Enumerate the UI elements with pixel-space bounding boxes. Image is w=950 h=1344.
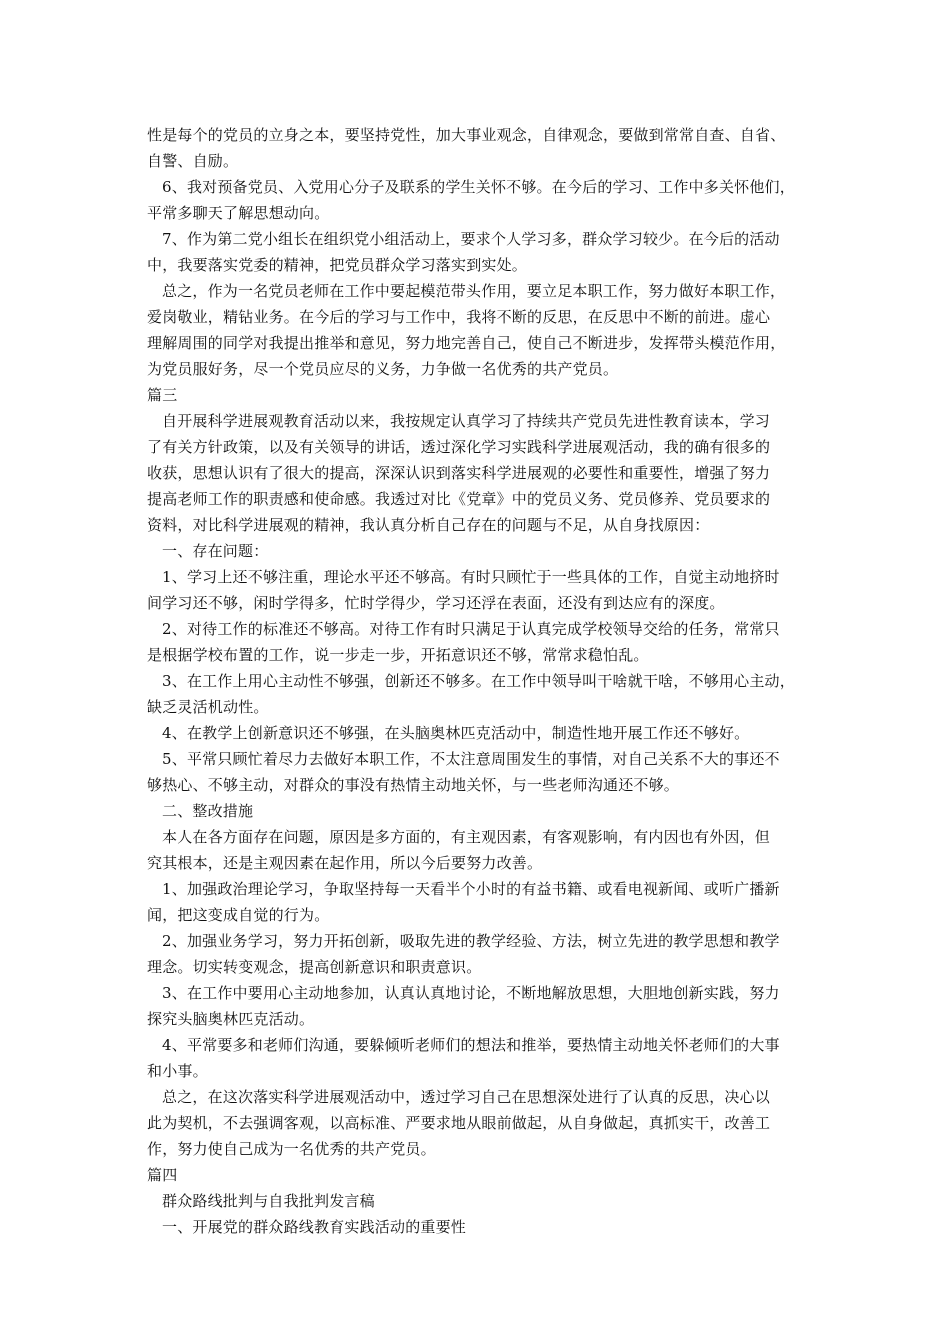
document-line: 平常多聊天了解思想动向。: [147, 204, 330, 222]
document-body: [147, 122, 813, 1240]
document-line: 缺乏灵活机动性。: [147, 698, 269, 716]
document-line: 篇三: [147, 386, 178, 404]
document-line: 一、存在问题：: [162, 542, 269, 560]
document-line: 探究头脑奥林匹克活动。: [147, 1010, 315, 1028]
document-line: 此为契机，不去强调客观，以高标准、严要求地从眼前做起，从自身做起，真抓实干，改善工: [147, 1114, 771, 1132]
document-line: 2、对待工作的标准还不够高。对待工作有时只满足于认真完成学校领导交给的任务，常常只: [162, 620, 780, 638]
document-line: 是根据学校布置的工作，说一步走一步，开拓意识还不够，常常求稳怕乱。: [147, 646, 649, 664]
document-line: 总之，作为一名党员老师在工作中要起模范带头作用，要立足本职工作，努力做好本职工作，: [162, 282, 786, 300]
document-line: 1、学习上还不够注重，理论水平还不够高。有时只顾忙于一些具体的工作，自觉主动地挤时: [162, 568, 780, 586]
document-line: 闻，把这变成自觉的行为。: [147, 906, 330, 924]
document-line: 提高老师工作的职责感和使命感。我透过对比《党章》中的党员义务、党员修养、党员要求的: [147, 490, 771, 508]
document-line: 收获，思想认识有了很大的提高，深深认识到落实科学进展观的必要性和重要性，增强了努力: [147, 464, 771, 482]
document-line: 7、作为第二党小组长在组织党小组活动上，要求个人学习多，群众学习较少。在今后的活动: [162, 230, 780, 248]
document-line: 理解周围的同学对我提出推举和意见，努力地完善自己，使自己不断进步，发挥带头模范作用，: [147, 334, 786, 352]
document-line: 总之，在这次落实科学进展观活动中，透过学习自己在思想深处进行了认真的反思，决心以: [162, 1088, 771, 1106]
document-line: 作，努力使自己成为一名优秀的共产党员。: [147, 1140, 436, 1158]
document-line: 本人在各方面存在问题，原因是多方面的，有主观因素，有客观影响，有内因也有外因，但: [162, 828, 771, 846]
document-line: 究其根本，还是主观因素在起作用，所以今后要努力改善。: [147, 854, 543, 872]
document-line: 中，我要落实党委的精神，把党员群众学习落实到实处。: [147, 256, 528, 274]
document-line: 3、在工作中要用心主动地参加，认真认真地讨论，不断地解放思想，大胆地创新实践，努力: [162, 984, 780, 1002]
document-line: 一、开展党的群众路线教育实践活动的重要性: [162, 1218, 467, 1236]
document-line: 4、平常要多和老师们沟通，要躲倾听老师们的想法和推举，要热情主动地关怀老师们的大事: [162, 1036, 780, 1054]
document-line: 群众路线批判与自我批判发言稿: [162, 1192, 375, 1210]
document-line: 了有关方针政策，以及有关领导的讲话，透过深化学习实践科学进展观活动，我的确有很多的: [147, 438, 771, 456]
document-line: 理念。切实转变观念，提高创新意识和职责意识。: [147, 958, 482, 976]
document-line: 二、整改措施: [162, 802, 254, 820]
document-line: 性是每个的党员的立身之本，要坚持党性，加大事业观念，自律观念，要做到常常自查、自省、: [147, 126, 786, 144]
document-line: 为党员服好务，尽一个党员应尽的义务，力争做一名优秀的共产党员。: [147, 360, 619, 378]
document-line: 爱岗敬业，精钻业务。在今后的学习与工作中，我将不断的反思，在反思中不断的前进。虚心: [147, 308, 771, 326]
document-line: 和小事。: [147, 1062, 208, 1080]
document-line: 间学习还不够，闲时学得多，忙时学得少，学习还浮在表面，还没有到达应有的深度。: [147, 594, 725, 612]
document-line: 6、我对预备党员、入党用心分子及联系的学生关怀不够。在今后的学习、工作中多关怀他们，: [162, 178, 795, 196]
document-line: 1、加强政治理论学习，争取坚持每一天看半个小时的有益书籍、或看电视新闻、或听广播新: [162, 880, 780, 898]
document-line: 篇四: [147, 1166, 178, 1184]
document-line: 自开展科学进展观教育活动以来，我按规定认真学习了持续共产党员先进性教育读本，学习: [162, 412, 771, 430]
document-line: 5、平常只顾忙着尽力去做好本职工作，不太注意周围发生的事情，对自己关系不大的事还不: [162, 750, 780, 768]
document-line: 够热心、不够主动，对群众的事没有热情主动地关怀，与一些老师沟通还不够。: [147, 776, 680, 794]
document-line: 自警、自励。: [147, 152, 239, 170]
document-line: 资料，对比科学进展观的精神，我认真分析自己存在的问题与不足，从自身找原因：: [147, 516, 710, 534]
document-line: 4、在教学上创新意识还不够强，在头脑奥林匹克活动中，制造性地开展工作还不够好。: [162, 724, 750, 742]
document-line: 3、在工作上用心主动性不够强，创新还不够多。在工作中领导叫干啥就干啥，不够用心主动，: [162, 672, 795, 690]
document-line: 2、加强业务学习，努力开拓创新，吸取先进的教学经验、方法，树立先进的教学思想和教学: [162, 932, 780, 950]
